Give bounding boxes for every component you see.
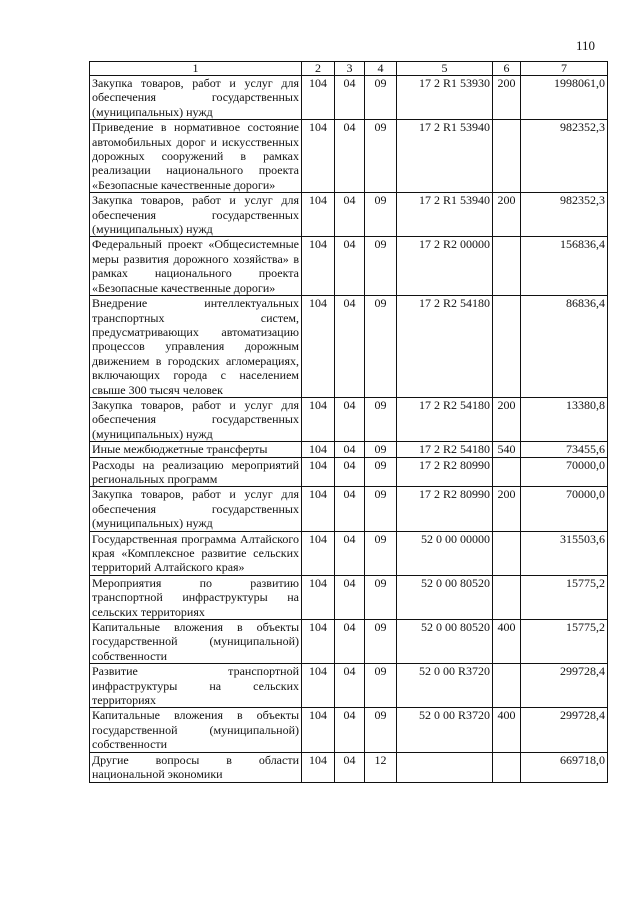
- cell-ministry-code: 104: [302, 76, 335, 120]
- cell-section-code: 04: [335, 193, 365, 237]
- cell-expense-type: 200: [493, 193, 521, 237]
- cell-subsection-code: 09: [365, 76, 397, 120]
- cell-subsection-code: 09: [365, 120, 397, 193]
- cell-target-article: 17 2 R1 53930: [397, 76, 493, 120]
- table-row: [90, 237, 608, 296]
- table-row: [90, 752, 608, 782]
- cell-target-article: 17 2 R2 80990: [397, 457, 493, 487]
- cell-subsection-code: 09: [365, 397, 397, 441]
- cell-description: Мероприятия по развитию транспортной инфраструктуры на сельских территориях: [90, 575, 302, 619]
- cell-amount: 299728,4: [521, 664, 608, 708]
- cell-expense-type: [493, 120, 521, 193]
- cell-section-code: 04: [335, 531, 365, 575]
- cell-description: Закупка товаров, работ и услуг для обеспечения государственных (муниципальных) нужд: [90, 76, 302, 120]
- cell-description: Капитальные вложения в объекты государственной (муниципальной) собственности: [90, 620, 302, 664]
- cell-subsection-code: 09: [365, 442, 397, 457]
- cell-ministry-code: 104: [302, 487, 335, 531]
- header-row: [90, 62, 608, 76]
- cell-section-code: 04: [335, 237, 365, 296]
- cell-subsection-code: 09: [365, 487, 397, 531]
- cell-subsection-code: 09: [365, 575, 397, 619]
- table-row: [90, 487, 608, 531]
- cell-description: Иные межбюджетные трансферты: [90, 442, 302, 457]
- cell-ministry-code: 104: [302, 457, 335, 487]
- cell-description: Федеральный проект «Общесистемные меры развития дорожного хозяйства» в рамках национального проекта «Безопасные качественные дороги»: [90, 237, 302, 296]
- cell-target-article: 52 0 00 80520: [397, 575, 493, 619]
- header-cell-5: 5: [397, 62, 493, 76]
- cell-section-code: 04: [335, 296, 365, 398]
- cell-expense-type: 400: [493, 708, 521, 752]
- cell-section-code: 04: [335, 442, 365, 457]
- cell-subsection-code: 09: [365, 296, 397, 398]
- cell-section-code: 04: [335, 76, 365, 120]
- cell-description: Расходы на реализацию мероприятий региональных программ: [90, 457, 302, 487]
- cell-section-code: 04: [335, 664, 365, 708]
- cell-subsection-code: 09: [365, 457, 397, 487]
- cell-expense-type: 200: [493, 487, 521, 531]
- table-row: [90, 442, 608, 457]
- table-row: [90, 193, 608, 237]
- cell-description: Внедрение интеллектуальных транспортных систем, предусматривающих автоматизацию процессов управления дорожным движением в городских агломерациях, включающих города с населением свыше 300 тысяч человек: [90, 296, 302, 398]
- cell-section-code: 04: [335, 397, 365, 441]
- cell-amount: 1998061,0: [521, 76, 608, 120]
- cell-target-article: 17 2 R2 54180: [397, 296, 493, 398]
- table-row: [90, 397, 608, 441]
- cell-section-code: 04: [335, 575, 365, 619]
- cell-section-code: 04: [335, 487, 365, 531]
- cell-section-code: 04: [335, 752, 365, 782]
- cell-amount: 315503,6: [521, 531, 608, 575]
- cell-amount: 156836,4: [521, 237, 608, 296]
- cell-ministry-code: 104: [302, 575, 335, 619]
- cell-target-article: 52 0 00 R3720: [397, 664, 493, 708]
- cell-target-article: 52 0 00 R3720: [397, 708, 493, 752]
- cell-ministry-code: 104: [302, 442, 335, 457]
- cell-target-article: 52 0 00 00000: [397, 531, 493, 575]
- cell-amount: 15775,2: [521, 575, 608, 619]
- table-row: [90, 296, 608, 398]
- page-number: 110: [576, 38, 596, 53]
- table-row: [90, 708, 608, 752]
- cell-amount: 86836,4: [521, 296, 608, 398]
- cell-description: Приведение в нормативное состояние автомобильных дорог и искусственных дорожных сооружений в рамках реализации национального проекта «Безопасные качественные дороги»: [90, 120, 302, 193]
- cell-target-article: 52 0 00 80520: [397, 620, 493, 664]
- cell-amount: 70000,0: [521, 457, 608, 487]
- cell-target-article: 17 2 R1 53940: [397, 120, 493, 193]
- table-row: [90, 664, 608, 708]
- header-cell-1: 1: [90, 62, 302, 76]
- cell-target-article: 17 2 R2 54180: [397, 442, 493, 457]
- cell-ministry-code: 104: [302, 664, 335, 708]
- cell-subsection-code: 09: [365, 193, 397, 237]
- cell-amount: 982352,3: [521, 120, 608, 193]
- table-row: [90, 575, 608, 619]
- cell-expense-type: [493, 752, 521, 782]
- cell-description: Закупка товаров, работ и услуг для обеспечения государственных (муниципальных) нужд: [90, 193, 302, 237]
- cell-expense-type: [493, 575, 521, 619]
- table-row: [90, 531, 608, 575]
- table-row: [90, 120, 608, 193]
- cell-description: Закупка товаров, работ и услуг для обеспечения государственных (муниципальных) нужд: [90, 487, 302, 531]
- cell-subsection-code: 09: [365, 620, 397, 664]
- cell-amount: 669718,0: [521, 752, 608, 782]
- header-cell-2: 2: [302, 62, 335, 76]
- table-row: [90, 76, 608, 120]
- cell-section-code: 04: [335, 708, 365, 752]
- cell-expense-type: [493, 237, 521, 296]
- cell-description: Закупка товаров, работ и услуг для обеспечения государственных (муниципальных) нужд: [90, 397, 302, 441]
- cell-section-code: 04: [335, 120, 365, 193]
- cell-ministry-code: 104: [302, 620, 335, 664]
- cell-target-article: 17 2 R2 54180: [397, 397, 493, 441]
- cell-amount: 70000,0: [521, 487, 608, 531]
- cell-expense-type: 400: [493, 620, 521, 664]
- cell-ministry-code: 104: [302, 752, 335, 782]
- cell-target-article: [397, 752, 493, 782]
- cell-ministry-code: 104: [302, 531, 335, 575]
- header-cell-3: 3: [335, 62, 365, 76]
- cell-ministry-code: 104: [302, 193, 335, 237]
- cell-subsection-code: 09: [365, 664, 397, 708]
- header-cell-7: 7: [521, 62, 608, 76]
- cell-section-code: 04: [335, 457, 365, 487]
- cell-description: Государственная программа Алтайского края «Комплексное развитие сельских территорий Алтайского края»: [90, 531, 302, 575]
- cell-target-article: 17 2 R2 00000: [397, 237, 493, 296]
- cell-expense-type: [493, 664, 521, 708]
- cell-section-code: 04: [335, 620, 365, 664]
- cell-amount: 982352,3: [521, 193, 608, 237]
- cell-expense-type: 540: [493, 442, 521, 457]
- cell-subsection-code: 09: [365, 531, 397, 575]
- cell-ministry-code: 104: [302, 296, 335, 398]
- cell-ministry-code: 104: [302, 708, 335, 752]
- cell-amount: 73455,6: [521, 442, 608, 457]
- cell-expense-type: 200: [493, 397, 521, 441]
- cell-amount: 13380,8: [521, 397, 608, 441]
- cell-description: Капитальные вложения в объекты государственной (муниципальной) собственности: [90, 708, 302, 752]
- cell-expense-type: 200: [493, 76, 521, 120]
- table-row: [90, 620, 608, 664]
- cell-subsection-code: 09: [365, 237, 397, 296]
- cell-target-article: 17 2 R2 80990: [397, 487, 493, 531]
- cell-ministry-code: 104: [302, 397, 335, 441]
- cell-expense-type: [493, 457, 521, 487]
- cell-subsection-code: 09: [365, 708, 397, 752]
- header-cell-6: 6: [493, 62, 521, 76]
- cell-amount: 15775,2: [521, 620, 608, 664]
- cell-target-article: 17 2 R1 53940: [397, 193, 493, 237]
- cell-expense-type: [493, 296, 521, 398]
- header-cell-4: 4: [365, 62, 397, 76]
- cell-expense-type: [493, 531, 521, 575]
- cell-amount: 299728,4: [521, 708, 608, 752]
- cell-description: Развитие транспортной инфраструктуры на сельских территориях: [90, 664, 302, 708]
- cell-ministry-code: 104: [302, 120, 335, 193]
- cell-ministry-code: 104: [302, 237, 335, 296]
- table-row: [90, 457, 608, 487]
- cell-subsection-code: 12: [365, 752, 397, 782]
- cell-description: Другие вопросы в области национальной экономики: [90, 752, 302, 782]
- budget-table: [89, 61, 608, 783]
